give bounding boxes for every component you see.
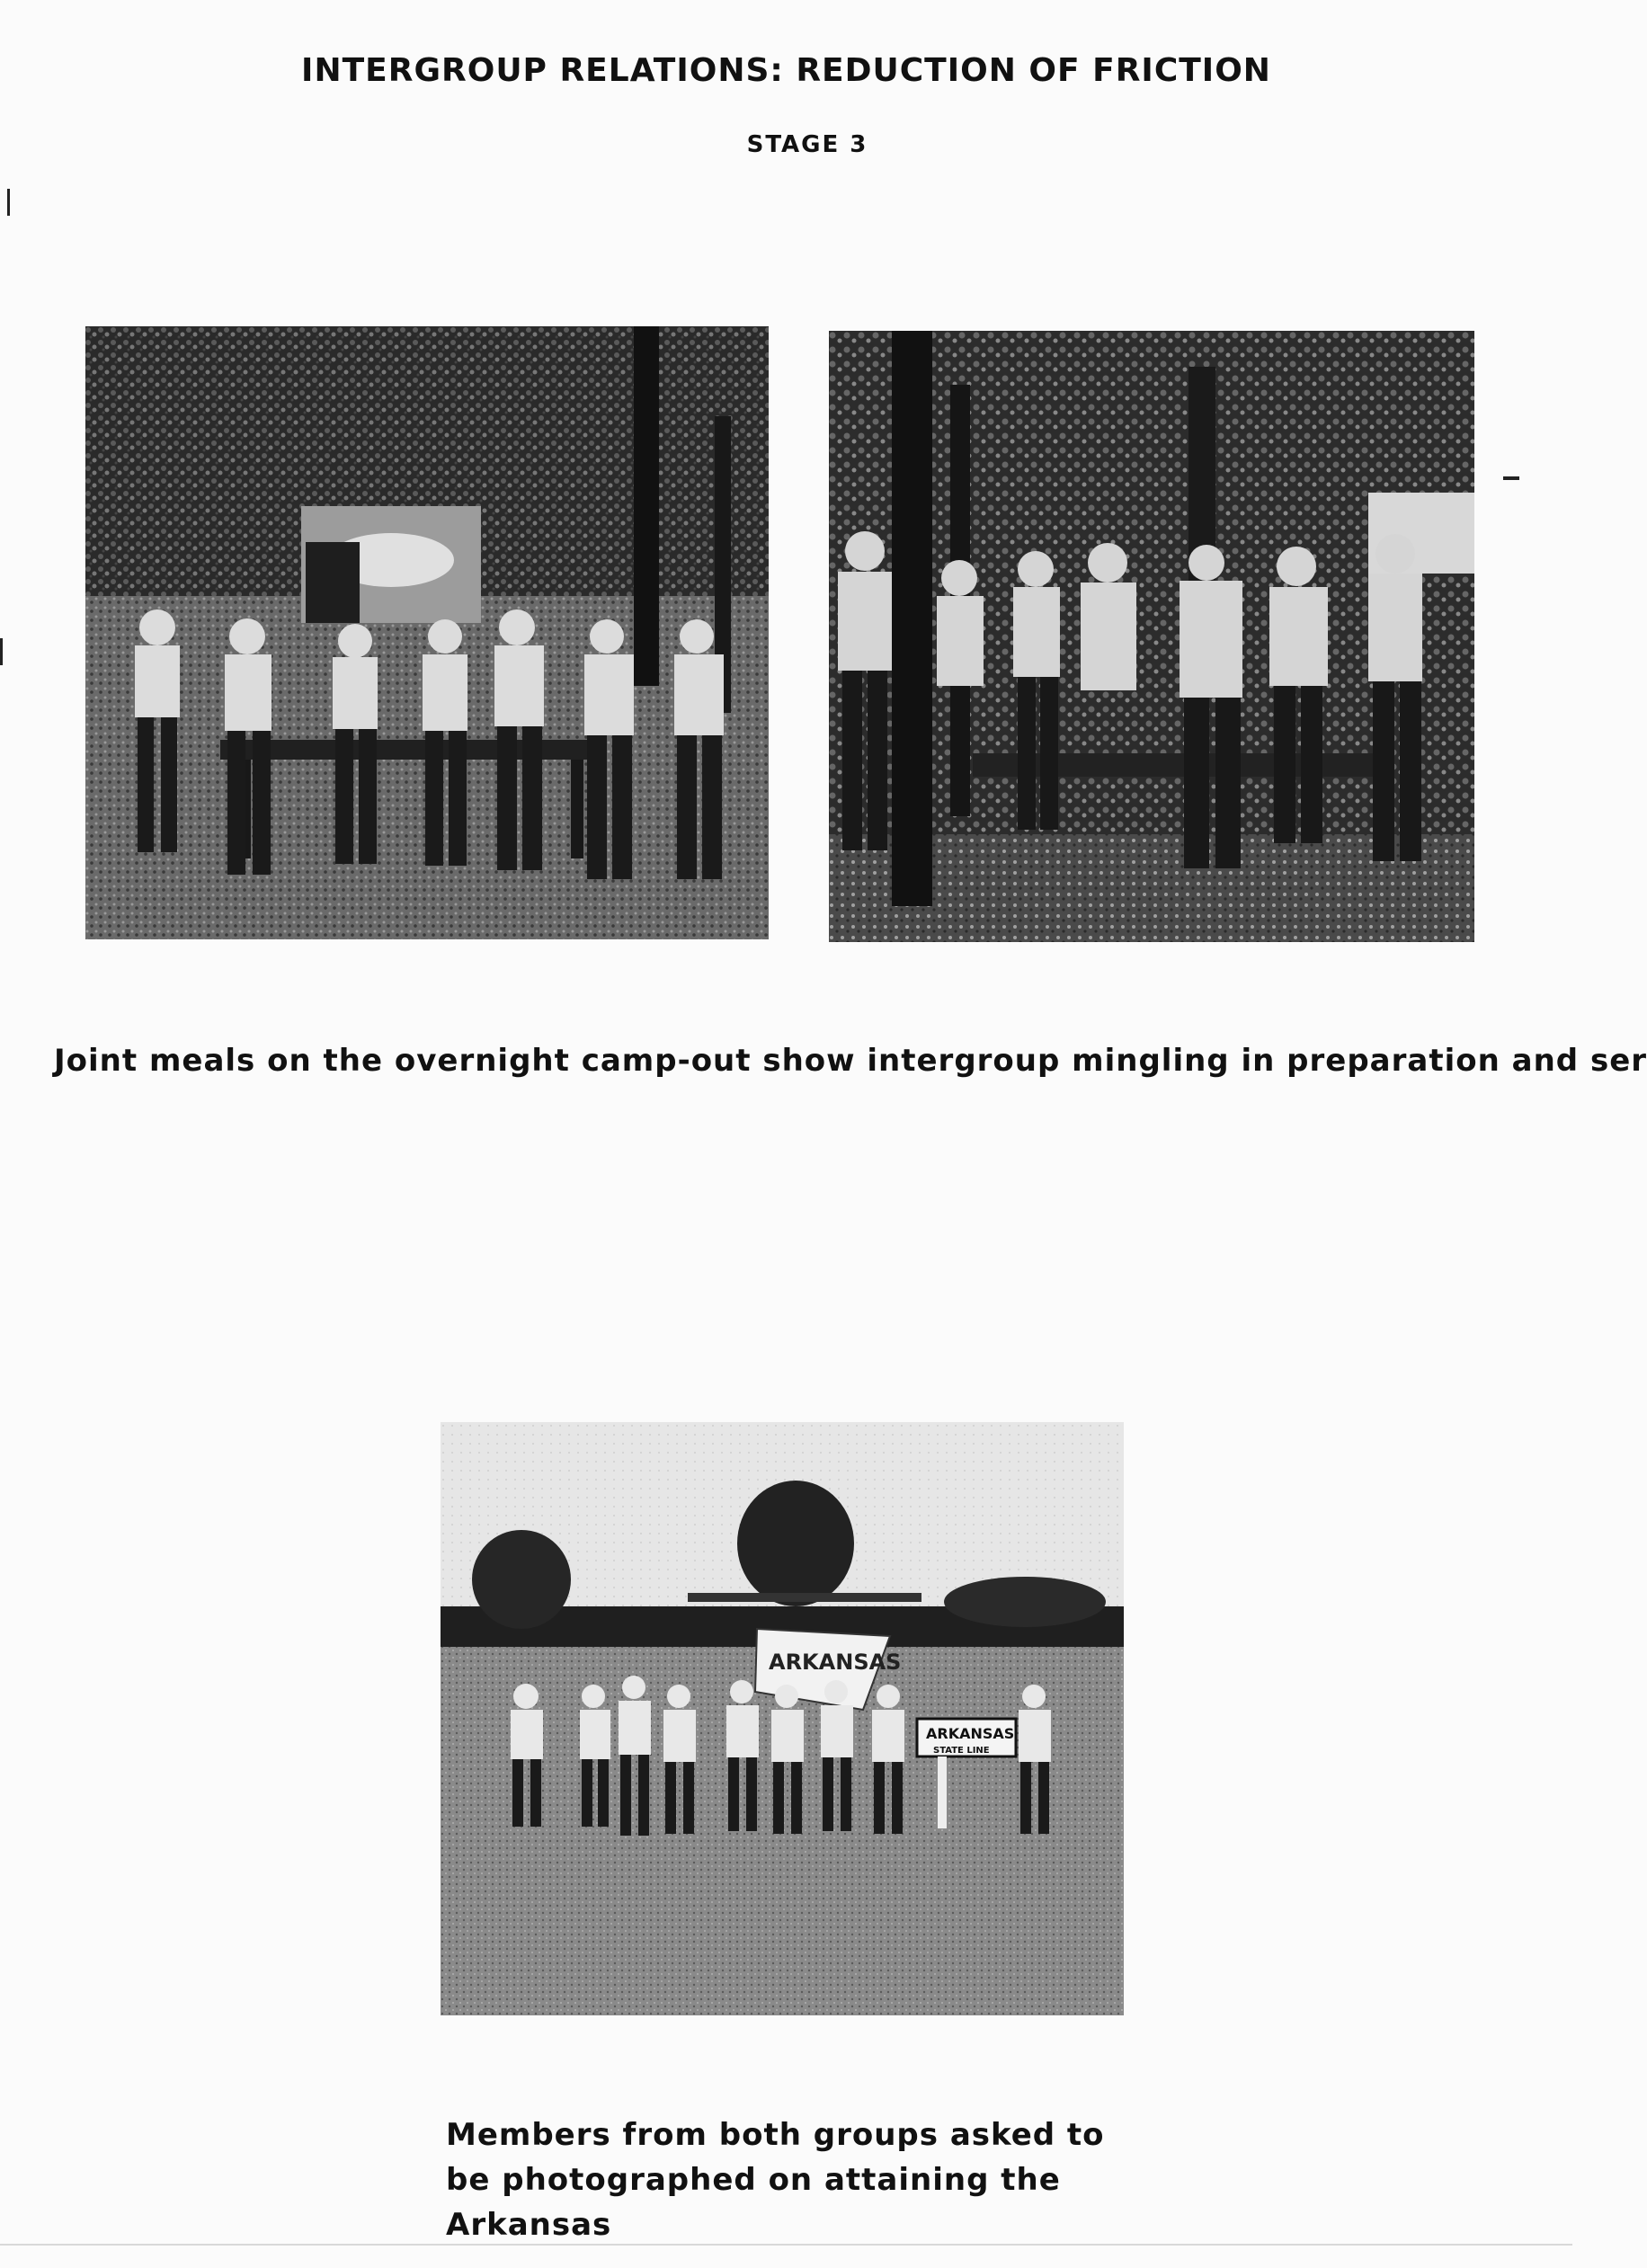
photo-camp-meal-left [85, 326, 769, 939]
scan-edge-mark [7, 189, 10, 216]
state-line-sign-subtext: STATE LINE [933, 1746, 990, 1756]
state-line-sign-text: ARKANSAS [926, 1725, 1015, 1742]
caption-arkansas: Members from both groups asked to be photographed on attaining the Arkansas [446, 2117, 1105, 2243]
stage-label: STAGE 3 [746, 131, 868, 158]
photo-arkansas-state-line [441, 1422, 1124, 2015]
banner-text: ARKANSAS [769, 1650, 902, 1675]
photo-arkansas-state-line-image [441, 1422, 1124, 2015]
photo-camp-meal-right [829, 331, 1474, 942]
photo-camp-meal-right-image [829, 331, 1474, 942]
page-bottom-edge [0, 2244, 1572, 2246]
photo-camp-meal-left-image [85, 326, 769, 939]
page-title: INTERGROUP RELATIONS: REDUCTION OF FRICTION [301, 52, 1271, 89]
caption-camp-meal: Joint meals on the overnight camp-out show intergroup mingling in preparation and ser [54, 1043, 1647, 1079]
scan-edge-mark [1503, 476, 1519, 480]
scan-edge-mark [0, 638, 3, 665]
